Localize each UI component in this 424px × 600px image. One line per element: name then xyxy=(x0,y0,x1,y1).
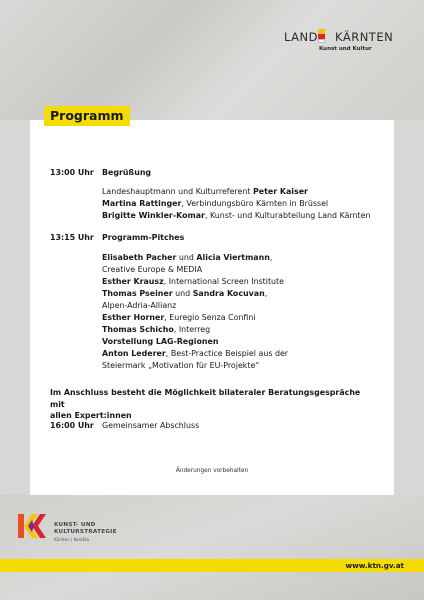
list-item: Brigitte Winkler-Komar, Kunst- und Kulturabteilung Land Kärnten xyxy=(102,211,371,220)
time-slot-1: 13:00 Uhr xyxy=(50,168,94,177)
list-item: Alpen-Adria-Allianz xyxy=(102,301,177,310)
list-item: Elisabeth Pacher und Alicia Viertmann, xyxy=(102,253,273,262)
logo-subtitle: Kunst und Kultur xyxy=(319,46,372,52)
kk-logo-icon xyxy=(18,514,48,538)
consultation-note: Im Anschluss besteht die Möglichkeit bilateraler Beratungsgespräche mit allen Expert:innen xyxy=(50,388,361,420)
page-title: Programm xyxy=(44,106,130,126)
logo-text-kaernten: KÄRNTEN xyxy=(335,30,394,44)
kulturstrategie-text: KUNST- UND KULTURSTRATEGIE xyxy=(54,522,117,535)
list-item: Steiermark „Motivation für EU-Projekte“ xyxy=(102,361,260,370)
list-item: Thomas Pseiner und Sandra Kocuvan, xyxy=(102,289,268,298)
website-link[interactable]: www.ktn.gv.at xyxy=(345,561,404,570)
kulturstrategie-region: Kärnten | Koroška xyxy=(54,537,90,542)
slot-2-heading: Programm-Pitches xyxy=(102,233,185,242)
list-item: Creative Europe & MEDIA xyxy=(102,265,203,274)
list-item: Anton Lederer, Best-Practice Beispiel aus der xyxy=(102,349,289,358)
list-item: Vorstellung LAG-Regionen xyxy=(102,337,219,346)
list-item: Esther Krausz, International Screen Institute xyxy=(102,277,285,286)
land-kaernten-logo xyxy=(284,28,400,58)
footer-background xyxy=(0,495,424,600)
list-item: Martina Rattinger, Verbindungsbüro Kärnten in Brüssel xyxy=(102,199,329,208)
changes-notice: Änderungen vorbehalten xyxy=(175,468,249,474)
coat-of-arms-icon xyxy=(318,29,330,43)
list-item: Landeshauptmann und Kulturreferent Peter Kaiser xyxy=(102,187,308,196)
slot-1-heading: Begrüßung xyxy=(102,168,152,177)
list-item: Esther Horner, Euregio Senza Confini xyxy=(102,313,256,322)
list-item: Thomas Schicho, Interreg xyxy=(102,325,211,334)
time-slot-2: 13:15 Uhr xyxy=(50,233,94,242)
header-background xyxy=(0,0,424,120)
time-slot-3: 16:00 Uhr xyxy=(50,421,94,430)
kulturstrategie-logo xyxy=(18,512,128,546)
logo-text-land: LAND xyxy=(284,30,318,44)
closing-text: Gemeinsamer Abschluss xyxy=(102,421,200,430)
